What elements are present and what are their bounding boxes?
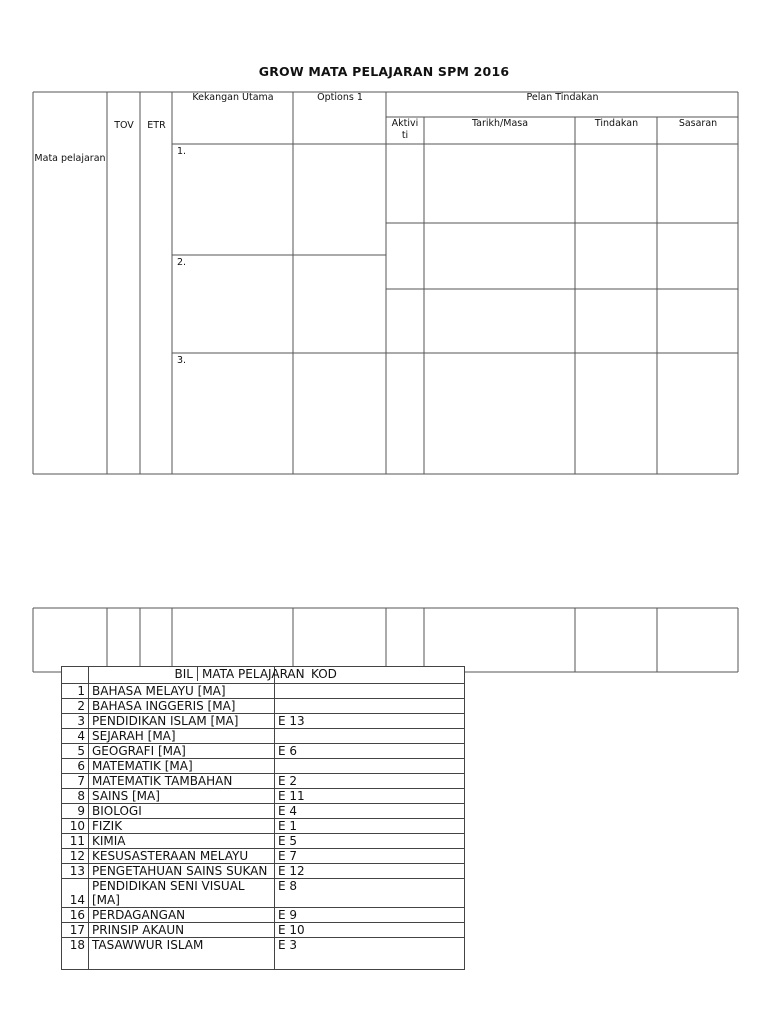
tindakan-header: Tindakan xyxy=(594,118,639,129)
table-row: 2 BAHASA INGGERIS [MA] xyxy=(62,699,465,714)
table-row: 11 KIMIA E 5 xyxy=(62,834,465,849)
table-row: 8 SAINS [MA] E 11 xyxy=(62,789,465,804)
mata-pelajaran-header: Mata pelajaran xyxy=(34,153,106,164)
tov-header: TOV xyxy=(114,120,134,131)
subject-code-table xyxy=(61,666,465,970)
table-row: 4 SEJARAH [MA] xyxy=(62,729,465,744)
table-row: 5 GEOGRAFI [MA] E 6 xyxy=(62,744,465,759)
tarikh-masa-header: Tarikh/Masa xyxy=(471,118,529,129)
page-title: GROW MATA PELAJARAN SPM 2016 xyxy=(258,64,510,79)
kod-column-header: KOD xyxy=(275,667,465,684)
bil-column-header: BIL xyxy=(89,667,198,681)
sasaran-header: Sasaran xyxy=(678,118,718,129)
table-header-row xyxy=(62,667,465,684)
table-row: 3 PENDIDIKAN ISLAM [MA] E 13 xyxy=(62,714,465,729)
kekangan-item-3: 3. xyxy=(177,355,187,366)
table-row: 16 PERDAGANGAN E 9 xyxy=(62,908,465,923)
table-row: 6 MATEMATIK [MA] xyxy=(62,759,465,774)
etr-header: ETR xyxy=(147,120,166,131)
table-row: 10 FIZIK E 1 xyxy=(62,819,465,834)
table-row: 18 TASAWWUR ISLAM E 3 xyxy=(62,938,465,970)
table-row: 13 PENGETAHUAN SAINS SUKAN E 12 xyxy=(62,864,465,879)
table-row: 9 BIOLOGI E 4 xyxy=(62,804,465,819)
kekangan-item-2: 2. xyxy=(177,257,187,268)
aktiviti-header: Aktivi ti xyxy=(391,118,419,141)
table-row: 17 PRINSIP AKAUN E 10 xyxy=(62,923,465,938)
options-header: Options 1 xyxy=(317,92,363,103)
kekangan-utama-header: Kekangan Utama xyxy=(192,92,274,103)
table-row: 7 MATEMATIK TAMBAHAN E 2 xyxy=(62,774,465,789)
mata-pelajaran-column-header: BIL MATA PELAJARAN xyxy=(89,667,275,684)
table-row: 14 PENDIDIKAN SENI VISUAL [MA] E 8 xyxy=(62,879,465,908)
table-row: 12 KESUSASTERAAN MELAYU E 7 xyxy=(62,849,465,864)
kekangan-item-1: 1. xyxy=(177,146,187,157)
pelan-tindakan-header: Pelan Tindakan xyxy=(526,92,599,103)
table-row: 1 BAHASA MELAYU [MA] xyxy=(62,684,465,699)
